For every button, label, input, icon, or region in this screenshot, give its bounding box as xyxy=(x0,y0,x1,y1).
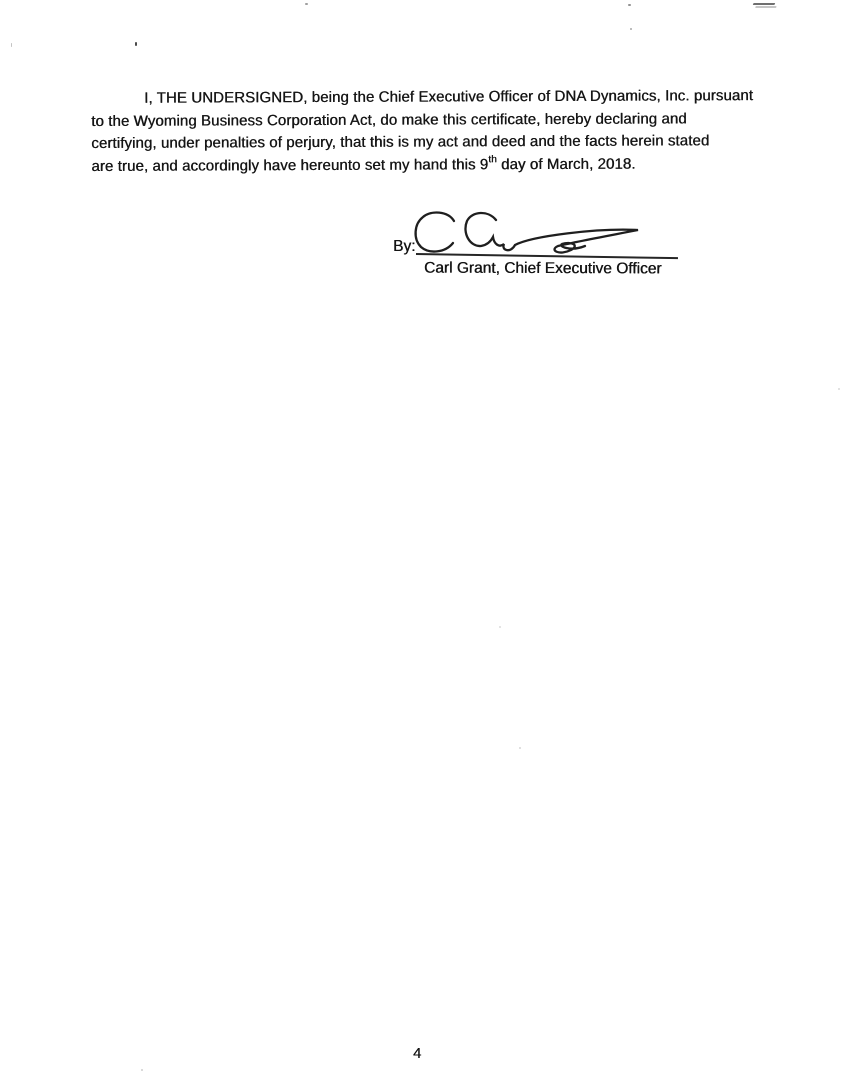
by-label: By: xyxy=(393,238,416,255)
scan-speck xyxy=(630,28,632,30)
scan-speck xyxy=(838,388,840,390)
handwritten-signature-icon xyxy=(412,208,667,260)
certification-line-2: to the Wyoming Business Corporation Act, do make this certificate, hereby declaring and xyxy=(91,109,687,130)
certification-line-4-text: are true, and accordingly have hereunto set my hand this 9 xyxy=(91,156,489,175)
certification-line-4-end: day of March, 2018. xyxy=(496,155,636,174)
certification-paragraph xyxy=(91,85,771,178)
certification-line-1: I, THE UNDERSIGNED, being the Chief Executive Officer of DNA Dynamics, Inc. pursuant xyxy=(144,87,753,107)
scan-smudge xyxy=(753,3,776,5)
ordinal-superscript: th xyxy=(488,154,497,166)
scan-speck xyxy=(11,43,12,47)
scan-speck xyxy=(628,4,631,6)
scan-speck xyxy=(135,42,137,46)
certification-line-3: certifying, under penalties of perjury, that this is my act and deed and the facts herein stated xyxy=(91,132,710,153)
certification-line-4 xyxy=(91,153,771,179)
scan-speck xyxy=(141,1069,143,1071)
page-number: 4 xyxy=(413,1045,422,1062)
scan-speck xyxy=(519,747,521,749)
scan-speck xyxy=(499,626,501,628)
signer-name: Carl Grant, Chief Executive Officer xyxy=(423,259,662,278)
scan-speck xyxy=(305,3,308,5)
